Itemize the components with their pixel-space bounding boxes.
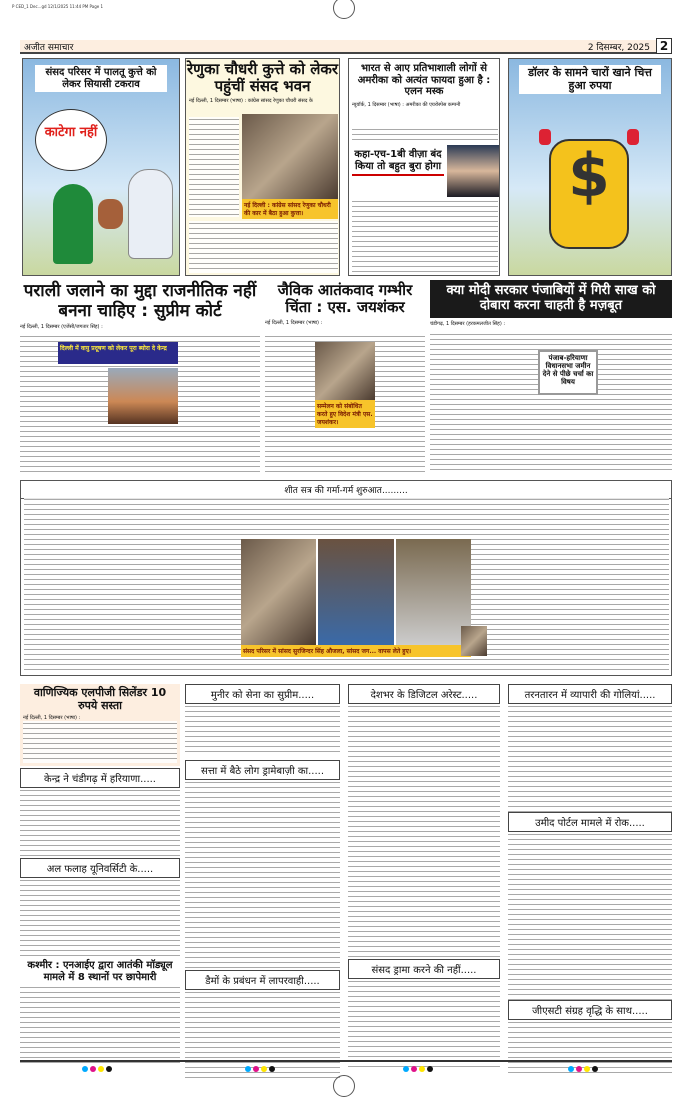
headline-munir: मुनीर को सेना का सुप्रीम..... xyxy=(185,684,340,704)
cmyk-color-bar xyxy=(82,1066,112,1072)
section-title: शीत सत्र की गर्मा-गर्म शुरुआत......... xyxy=(21,481,671,499)
bottom-column-1 xyxy=(20,684,180,1060)
article-renuka xyxy=(185,58,340,276)
issue-date: 2 दिसम्बर, 2025 xyxy=(587,42,650,53)
article-parali xyxy=(20,282,260,474)
headline-chandigarh: केन्द्र ने चंडीगढ़ में हरियाणा..... xyxy=(20,768,180,788)
article-body-text xyxy=(20,788,180,858)
article-modi xyxy=(430,280,672,474)
article-body-text xyxy=(508,704,672,812)
article-body-text xyxy=(20,985,180,1065)
article-body-text xyxy=(352,127,498,143)
photo-dog-in-car xyxy=(242,114,338,200)
boxing-glove-icon xyxy=(627,129,639,145)
photo-caption: सम्मेलन को संबोधित करते हुए विदेश मंत्री एस. जयशंकर। xyxy=(315,400,375,428)
page-header xyxy=(20,40,672,54)
headline-lpg: वाणिज्यिक एलपीजी सिलेंडर 10 रुपये सस्ता xyxy=(33,686,167,712)
cmyk-color-bar xyxy=(245,1066,275,1072)
speech-bubble: काटेगा नहीं xyxy=(35,109,107,171)
photo-mp-1 xyxy=(241,539,316,645)
dateline: नई दिल्ली, 1 दिसम्बर (एजेंसी/जगतार सिंह) : xyxy=(20,324,103,331)
article-body-text xyxy=(189,221,338,273)
headline-tarntaran: तरनतारन में व्यापारी की गोलियां..... xyxy=(508,684,672,704)
cartoon-figure-woman xyxy=(53,184,93,264)
photo-mp-2 xyxy=(318,539,393,645)
print-slug: P CED_1 Dec...gd 12/1/2025 11:44 PM Page 1 xyxy=(12,4,104,9)
page-footer-rule xyxy=(20,1060,672,1062)
cmyk-color-bar xyxy=(403,1066,433,1072)
dateline: नई दिल्ली, 1 दिसम्बर (भाषा) : कांग्रेस सांसद रेणुका चौधरी संसद के xyxy=(189,97,313,104)
bottom-column-2 xyxy=(185,684,340,1060)
article-body-text xyxy=(20,878,180,958)
article-winter-session xyxy=(20,480,672,676)
article-body-text xyxy=(23,721,177,763)
headline-umeed: उमीद पोर्टल मामले में रोक..... xyxy=(508,812,672,832)
dateline: चंडीगढ़, 1 दिसम्बर (हरकमलजीत सिंह) : xyxy=(430,320,506,327)
subheadline: कहा-एच-1बी वीज़ा बंद किया तो बहुत बुरा होगा xyxy=(352,149,444,176)
article-body-text xyxy=(348,704,500,959)
article-jaishankar xyxy=(265,282,425,474)
cartoon-title: संसद परिसर में पालतू कुत्ते को लेकर सियासी टकराव xyxy=(35,65,167,92)
cartoon-dog xyxy=(98,199,123,229)
headline-dams: डैमों के प्रबंधन में लापरवाही..... xyxy=(185,970,340,990)
article-body-text xyxy=(185,780,340,970)
article-musk xyxy=(348,58,500,276)
cartoon-parliament-dog xyxy=(22,58,180,276)
callout-box: पंजाब-हरियाणा विधानसभा जमीन देने से पीछे चर्चा का विषय xyxy=(538,350,598,395)
headline: क्या मोदी सरकार पंजाबियों में गिरी साख को दोबारा करना चाहती है मज़बूत xyxy=(430,280,672,318)
photo-stubble-burning xyxy=(108,368,178,424)
newspaper-name: अजीत समाचार xyxy=(24,42,74,53)
headline-digital-arrest: देशभर के डिजिटल अरेस्ट..... xyxy=(348,684,500,704)
photo-caption: संसद परिसर में सांसद सुरजिन्दर सिंह औजला, सांसद जग... वापस लेते हुए। xyxy=(241,645,471,657)
photo-group xyxy=(241,539,471,645)
cartoon-figure-man xyxy=(128,169,173,259)
cmyk-color-bar xyxy=(568,1066,598,1072)
registration-mark-icon xyxy=(333,0,355,19)
article-body-text xyxy=(348,979,500,1069)
dateline: न्यूयॉर्क, 1 दिसम्बर (भाषा) : अमरीका की एयरोस्पेस कम्पनी xyxy=(352,101,461,108)
headline-gst: जीएसटी संग्रह वृद्धि के साथ..... xyxy=(508,1000,672,1020)
page-number: 2 xyxy=(656,38,672,54)
headline-sansad-drama: संसद ड्रामा करने की नहीं..... xyxy=(348,959,500,979)
article-body-text xyxy=(189,117,239,217)
dateline: नई दिल्ली, 1 दिसम्बर (भाषा) : xyxy=(23,715,81,722)
cartoon-rupee-dollar xyxy=(508,58,672,276)
cartoon-title: डॉलर के सामने चारों खाने चित्त हुआ रुपया xyxy=(519,65,661,94)
photo-caption: नई दिल्ली : कांग्रेस सांसद रेणुका चौधरी की कार में बैठा हुआ कुत्ता। xyxy=(242,199,338,219)
photo-elon-musk xyxy=(447,145,499,197)
headline: जैविक आतंकवाद गम्भीर चिंता : एस. जयशंकर xyxy=(277,281,413,317)
headline-satta: सत्ता में बैठे लोग ड्रामेबाज़ी का..... xyxy=(185,760,340,780)
boxing-glove-icon xyxy=(539,129,551,145)
article-body-text xyxy=(185,704,340,754)
registration-mark-icon xyxy=(333,1075,355,1097)
headline: रेणुका चौधरी कुत्ते को लेकर पहुंचीं संसद भवन xyxy=(186,60,339,96)
dollar-sign-icon: $ xyxy=(549,139,629,249)
photo-mp-3 xyxy=(396,539,471,645)
headline-kashmir: कश्मीर : एनआईए द्वारा आतंकी मॉड्यूल मामले में 8 स्थानों पर छापेमारी xyxy=(27,960,173,983)
bottom-column-4 xyxy=(508,684,672,1060)
bottom-column-3 xyxy=(348,684,500,1060)
headline: पराली जलाने का मुद्दा राजनीतिक नहीं बनना चाहिए : सुप्रीम कोर्ट xyxy=(23,281,257,321)
dateline: नई दिल्ली, 1 दिसम्बर (भाषा) : xyxy=(265,319,323,326)
headline: भारत से आए प्रतिभाशाली लोगों से अमरीका को अत्यंत फायदा हुआ है : एलन मस्क xyxy=(357,63,491,97)
photo-mp-inline xyxy=(461,626,487,656)
article-body-text xyxy=(352,199,498,273)
headline-alfalah: अल फलाह यूनिवर्सिटी के..... xyxy=(20,858,180,878)
callout-box: दिल्ली में वायु प्रदूषण को लेकर पूरा ब्योरा दे केन्द्र xyxy=(58,342,178,364)
photo-jaishankar xyxy=(315,342,375,400)
article-body-text xyxy=(508,832,672,1000)
